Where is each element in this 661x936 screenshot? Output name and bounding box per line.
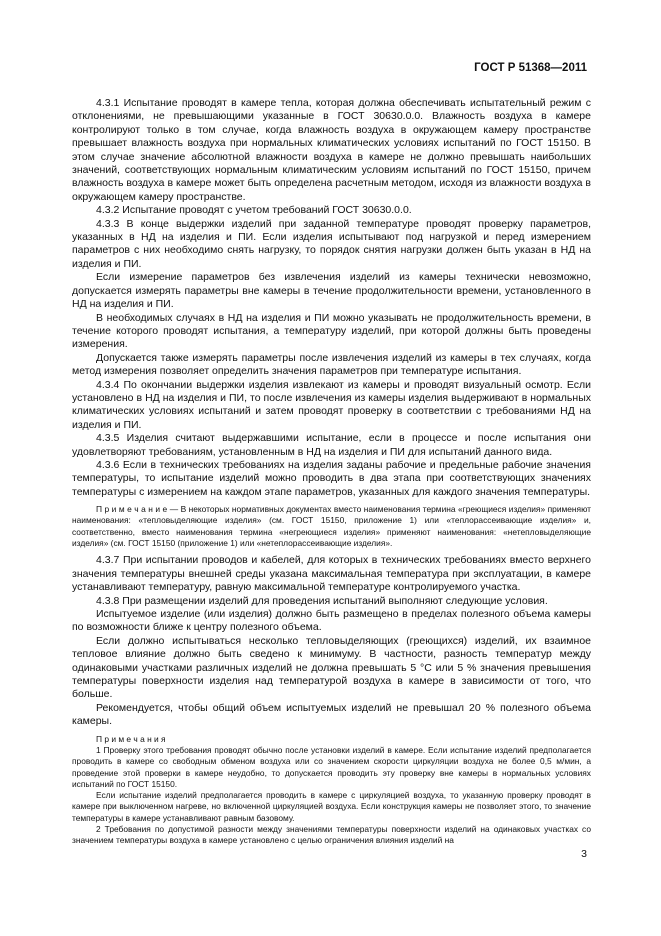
notes-block [72, 734, 591, 847]
paragraph: Допускается также измерять параметры после извлечения изделий из камеры в тех случаях, когда метод измерения позволяет определить значения параметров при температуре испытания. [72, 351, 591, 378]
paragraph-4-3-1: 4.3.1 Испытание проводят в камере тепла, которая должна обеспечивать испытательный режим с отклонениями, не превышающими указанные в ГОСТ 30630.0.0. Влажность воздуха в камере контролируют только в том случае, когда влажность воздуха в окружающем камеру пространстве превышает влажность воздуха при нормальных климатических условиях испытаний по ГОСТ 15150. В этом случае значение абсолютной влажности воздуха в камере не должно превышать наибольших значений, соответствующих нормальным климатическим условиям испытаний по ГОСТ 15150, причем влажность воздуха в камере может быть определена расчетным методом, исходя из влажности воздуха в окружающем камеру пространстве. [72, 97, 592, 203]
note-item-1: 1 Проверку этого требования проводят обычно после установки изделий в камере. Если испытание изделий предполагается проводить в камере со свободным обменом воздуха или со значением скорости циркуляции воздуха не более 0,5 м/мин, а проведение этой проверки в камере неудобно, то допускается проводить эту проверку вне камеры в нормальных условиях испытаний по ГОСТ 15150. [72, 744, 591, 789]
note-item-2: 2 Требования по допустимой разности между значениями температуры поверхности изделий на одинаковых участках со значением температуры воздуха в камере установлено с целью ограничения влияния изделий на [72, 824, 591, 846]
page-number: 3 [581, 848, 587, 860]
note-paragraph [72, 504, 591, 549]
paragraph: Если измерение параметров без извлечения изделий из камеры технически невозможно, допускается измерять параметры вне камеры в течение продолжительности времени, установленного в НД на изделия и ПИ. [72, 271, 591, 311]
document-body [72, 97, 591, 852]
note-label: П р и м е ч а н и е [96, 504, 168, 515]
paragraph: Рекомендуется, чтобы общий объем испытуемых изделий не превышал 20 % полезного объема камеры. [72, 701, 591, 728]
paragraph-4-3-5: 4.3.5 Изделия считают выдержавшими испытание, если в процессе и после испытания они удовлетворяют требованиям, установленным в НД на изделия и ПИ для испытаний данного вида. [72, 432, 591, 458]
document-header: ГОСТ Р 51368—2011 [474, 62, 587, 74]
paragraph-4-3-3: 4.3.3 В конце выдержки изделий при заданной температуре проводят проверку параметров, указанных в НД на изделия и ПИ. Если изделия испытывают под нагрузкой и перед измерением параметров с них необходимо снять нагрузку, то порядок снятия нагрузки должен быть указан в НД на изделия и ПИ. [72, 217, 591, 270]
paragraph: Если должно испытываться несколько тепловыделяющих (греющихся) изделий, их взаимное тепловое влияние должно быть сведено к минимуму. В частности, разность температур между одинаковыми участками различных изделий не должна превышать 5 °С или 5 % значения превышения температуры поверхности изделия над температурой воздуха в камере в зависимости от того, что больше. [72, 634, 591, 701]
paragraph-4-3-7: 4.3.7 При испытании проводов и кабелей, для которых в технических требованиях вместо верхнего значения температуры внешней среды указана максимальная температура при эксплуатации, в камере устанавливают температуру, равную максимальной температуре контролируемого участка. [72, 554, 591, 594]
paragraph-4-3-6: 4.3.6 Если в технических требованиях на изделия заданы рабочие и предельные рабочие значения температуры, то испытание изделий можно проводить в два этапа при соответствующих значениях температуры с измерением на каждом этапе параметров, указанных для каждого значения температуры. [72, 458, 591, 498]
note-block [72, 504, 591, 549]
paragraph-4-3-2: 4.3.2 Испытание проводят с учетом требований ГОСТ 30630.0.0. [96, 204, 412, 217]
note-item-continuation: Если испытание изделий предполагается проводить в камере с циркуляцией воздуха, то указанную проверку проводят в камере при выключенном нагреве, но включенной циркуляцией воздуха. Если конструкция камеры не позволяет этого, то значение температуры в камере устанавливают равным базовому. [72, 790, 591, 823]
paragraph-4-3-8: 4.3.8 При размещении изделий для проведения испытаний выполняют следующие условия. [96, 594, 548, 607]
paragraph: Испытуемое изделие (или изделия) должно быть размещено в пределах полезного объема камеры по возможности ближе к центру полезного объема. [72, 608, 591, 634]
paragraph-4-3-4: 4.3.4 По окончании выдержки изделия извлекают из камеры и проводят визуальный осмотр. Если установлено в НД на изделия и ПИ, то после извлечения из камеры изделия выдерживают в нормальных климатических условиях испытаний и затем проводят проверку в соответствии с требованиями НД на изделия и ПИ. [72, 378, 591, 431]
note-text: — В некоторых нормативных документах вместо наименования термина «греющиеся изделия» применяют наименования: «тепловыделяющие изделия» (см. ГОСТ 15150, приложение 1) или «теплорассеивающие изделия» и, соответственно, вместо наименования термина «негреющиеся изделия» применяют наименования: «нетепловыделяющие изделия» (см. ГОСТ 15150 (приложение 1) или «нетеплорассеивающие изделия». [72, 504, 591, 549]
paragraph: В необходимых случаях в НД на изделия и ПИ можно указывать не продолжительность времени, в течение которого проводят испытания, а температуру изделий, при которой должны быть проведены измерения. [72, 311, 591, 351]
notes-label: П р и м е ч а н и я [96, 733, 166, 744]
